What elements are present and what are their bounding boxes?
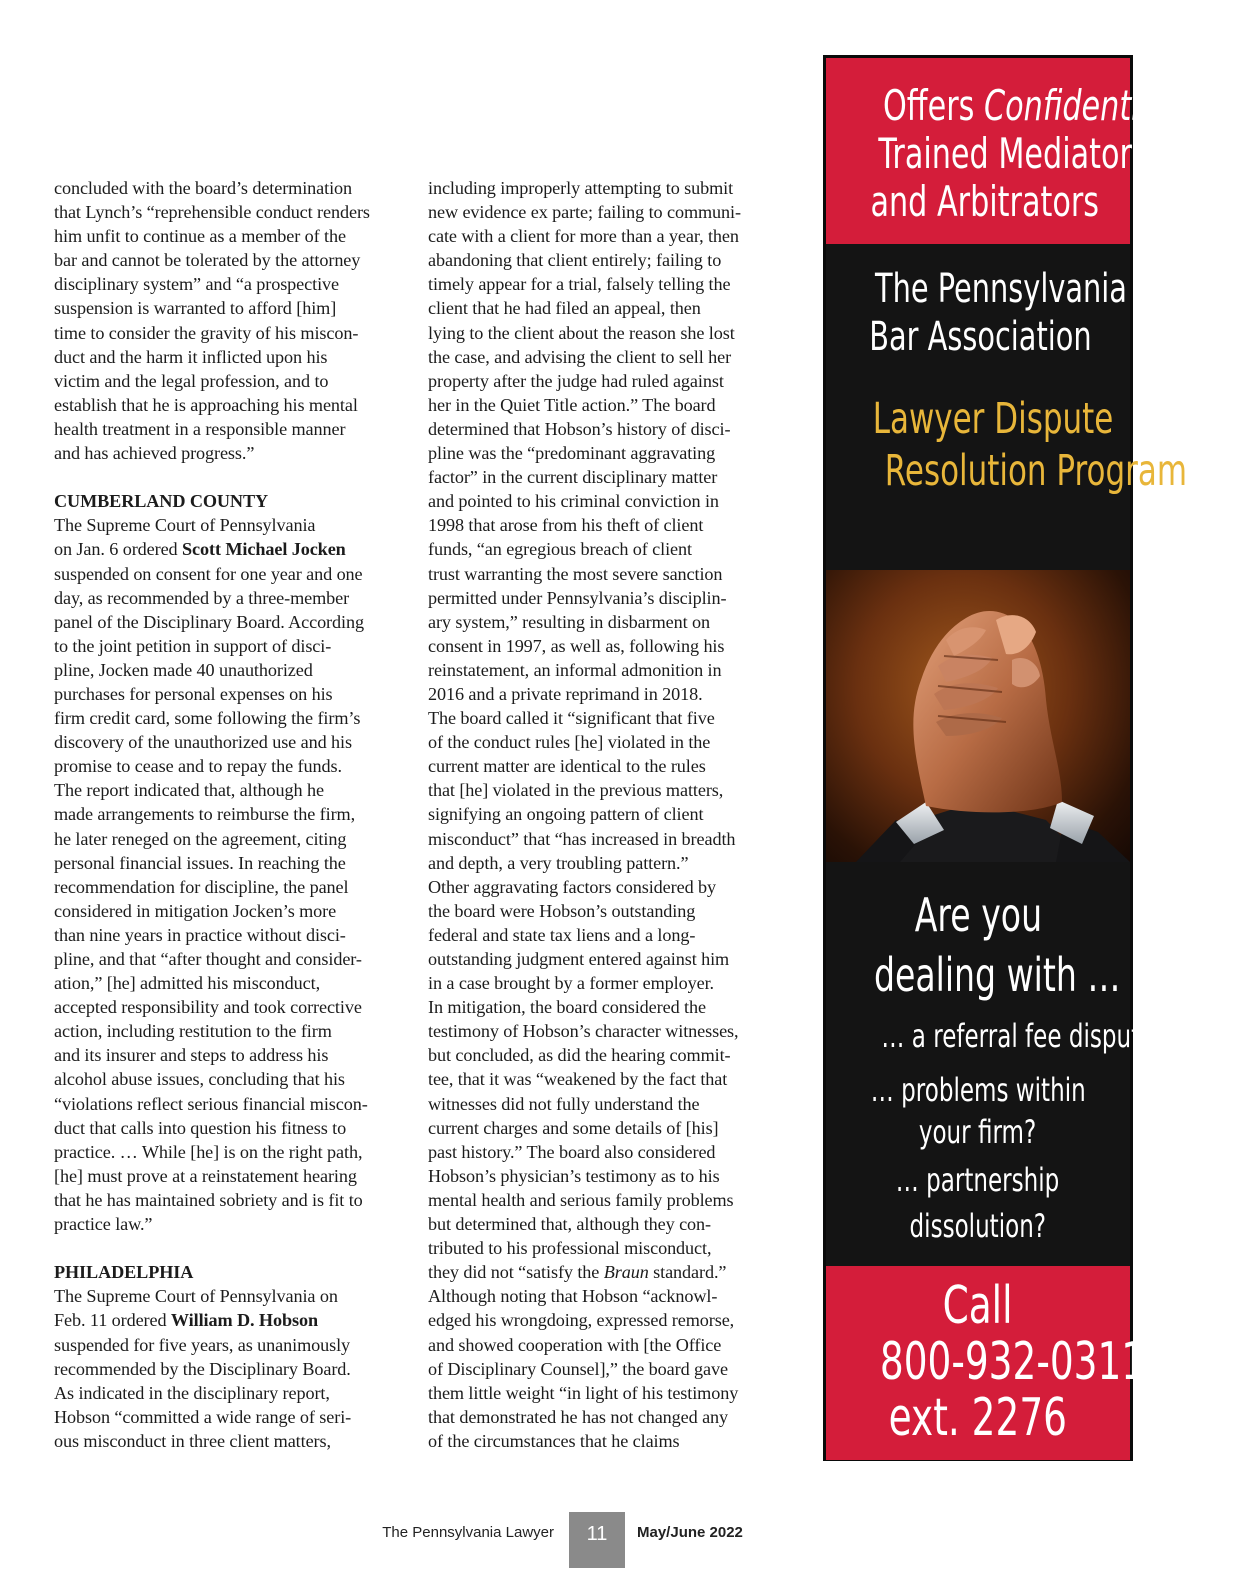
text-line: consent in 1997, as well as, following his <box>428 635 725 656</box>
text-line: mental health and serious family problems <box>428 1189 734 1210</box>
text-line: edged his wrongdoing, expressed remorse, <box>428 1310 735 1331</box>
text-line: Hobson’s physician’s testimony as to his <box>428 1165 720 1186</box>
text-line: 2016 and a private reprimand in 2018. <box>428 683 703 704</box>
text-line: [he] must prove at a reinstatement hearing <box>54 1165 357 1186</box>
ad-headline-line-2: Trained Mediators <box>878 129 1148 178</box>
article-column-2 <box>428 176 778 1453</box>
text-line: that he has maintained sobriety and is fit to <box>54 1189 363 1210</box>
text-line: abandoning that client entirely; failing to <box>428 250 722 271</box>
text-line: that demonstrated he has not changed any <box>428 1406 729 1427</box>
text-line: cate with a client for more than a year, then <box>428 226 739 247</box>
text-line: pline, and that “after thought and consider- <box>54 949 362 969</box>
text-line: concluded with the board’s determination <box>54 178 353 198</box>
text-line: property after the judge had ruled against <box>428 370 724 391</box>
text-line: accepted responsibility and took corrective <box>54 997 362 1018</box>
lynch-paragraph <box>54 176 404 465</box>
text-line: The report indicated that, although he <box>54 780 324 801</box>
philadelphia-paragraph <box>54 1284 404 1453</box>
text-line: factor” in the current disciplinary matter <box>428 467 718 488</box>
section-heading-philadelphia: PHILADELPHIA <box>54 1262 194 1283</box>
text-line: discovery of the unauthorized use and his <box>54 732 352 753</box>
page-footer <box>0 1512 1200 1568</box>
text-line: timely appear for a trial, falsely telling the <box>428 274 731 295</box>
text-line: witnesses did not fully understand the <box>428 1093 700 1114</box>
text-line: current matter are identical to the rules <box>428 756 706 777</box>
text-line: action, including restitution to the firm <box>54 1021 332 1042</box>
ad-phone-number: 800-932-0311, <box>879 1332 1158 1392</box>
clasped-hands-photo <box>826 570 1130 862</box>
text-line: in a case brought by a former employer. <box>428 973 714 994</box>
text-line: and pointed to his criminal conviction in <box>428 491 719 512</box>
text-line: day, as recommended by a three-member <box>54 587 350 608</box>
text-line: and has achieved progress.” <box>54 443 255 464</box>
text-line: the board were Hobson’s outstanding <box>428 900 696 921</box>
text-line: recommendation for discipline, the panel <box>54 876 349 897</box>
text-line: Although noting that Hobson “acknowl- <box>428 1286 718 1307</box>
cumberland-paragraph <box>54 513 404 1236</box>
text-line: trust warranting the most severe sanction <box>428 563 723 584</box>
clasped-hands-icon <box>826 570 1130 862</box>
text-line: victim and the legal profession, and to <box>54 370 329 391</box>
text-line: suspended for five years, as unanimously <box>54 1334 351 1355</box>
issue-date: May/June 2022 <box>637 1524 743 1541</box>
text-line: made arrangements to reimburse the firm, <box>54 804 356 825</box>
text-line: establish that he is approaching his mental <box>54 394 358 415</box>
text-line: The board called it “significant that five <box>428 708 715 729</box>
text-line: the case, and advising the client to sell her <box>428 346 732 367</box>
text-line: time to consider the gravity of his miscon- <box>54 322 359 343</box>
text-line: them little weight “in light of his testimony <box>428 1382 739 1403</box>
text-line: testimony of Hobson’s character witnesses, <box>428 1021 739 1042</box>
text-line: past history.” The board also considered <box>428 1141 716 1162</box>
attorney-name: Scott Michael Jocken <box>182 539 346 560</box>
text-line: they did not “satisfy the Braun standard.” <box>428 1262 727 1283</box>
text-line: duct that calls into question his fitness to <box>54 1117 347 1138</box>
text-line: disciplinary system” and “a prospective <box>54 274 339 295</box>
text-line: purchases for personal expenses on his <box>54 683 333 704</box>
text-line: duct and the harm it inflicted upon his <box>54 346 328 367</box>
text-line: Other aggravating factors considered by <box>428 876 716 897</box>
article-column-1 <box>54 176 404 1453</box>
text-line: bar and cannot be tolerated by the attorney <box>54 250 361 271</box>
text-line: 1998 that arose from his theft of client <box>428 515 704 536</box>
text-line: new evidence ex parte; failing to communi- <box>428 202 741 223</box>
text-line: ary system,” resulting in disbarment on <box>428 611 710 632</box>
text-line: funds, “an egregious breach of client <box>428 539 692 560</box>
text-line: her in the Quiet Title action.” The board <box>428 394 716 415</box>
text-line: tributed to his professional misconduct, <box>428 1238 712 1259</box>
text-line: practice law.” <box>54 1214 153 1235</box>
ad-headline-banner <box>826 58 1177 244</box>
text-line: ous misconduct in three client matters, <box>54 1430 331 1451</box>
text-line: pline, Jocken made 40 unauthorized <box>54 659 313 680</box>
text-line: that [he] violated in the previous matters, <box>428 780 724 801</box>
text-line: signifying an ongoing pattern of client <box>428 804 704 825</box>
text-line: The Supreme Court of Pennsylvania <box>54 515 316 536</box>
text-line: current charges and some details of [his] <box>428 1117 719 1138</box>
text-line: firm credit card, some following the firm’s <box>54 708 361 729</box>
text-line: personal financial issues. In reaching the <box>54 852 346 873</box>
text-line: alcohol abuse issues, concluding that his <box>54 1069 345 1090</box>
attorney-name: William D. Hobson <box>170 1310 318 1331</box>
text-line: practice. … While [he] is on the right path, <box>54 1141 363 1162</box>
text-line: outstanding judgment entered against him <box>428 949 730 969</box>
text-line: federal and state tax liens and a long- <box>428 924 696 945</box>
text-line: pline was the “predominant aggravating <box>428 443 716 464</box>
text-line: and its insurer and steps to address his <box>54 1045 329 1066</box>
text-line: but concluded, as did the hearing commit- <box>428 1045 731 1066</box>
text-line: ation,” [he] admitted his misconduct, <box>54 973 321 994</box>
text-line: him unfit to continue as a member of the <box>54 226 346 247</box>
text-line: and showed cooperation with [the Office <box>428 1334 722 1355</box>
text-line: permitted under Pennsylvania’s disciplin- <box>428 587 727 608</box>
text-line: than nine years in practice without disci- <box>54 924 346 945</box>
ad-call-to-action: Call 800-932-0311, ext. 2276 <box>826 1266 1130 1460</box>
section-heading-cumberland: CUMBERLAND COUNTY <box>54 491 269 512</box>
text-line: Hobson “committed a wide range of seri- <box>54 1406 352 1427</box>
text-line: determined that Hobson’s history of disci- <box>428 418 731 439</box>
text-line: The Supreme Court of Pennsylvania on <box>54 1286 338 1307</box>
text-line: suspended on consent for one year and one <box>54 563 363 584</box>
text-line: and depth, a very troubling pattern.” <box>428 852 689 873</box>
publication-name: The Pennsylvania Lawyer <box>382 1524 554 1541</box>
ad-headline-line-3: and Arbitrators <box>870 177 1100 226</box>
text-line: of Disciplinary Counsel],” the board gave <box>428 1358 728 1379</box>
text-line: promise to cease and to repay the funds. <box>54 756 342 777</box>
text-line: As indicated in the disciplinary report, <box>54 1382 330 1403</box>
text-line: of the circumstances that he claims <box>428 1430 680 1451</box>
text-line: Feb. 11 ordered William D. Hobson <box>54 1310 318 1331</box>
text-line: “violations reflect serious financial miscon- <box>54 1093 368 1114</box>
text-line: tee, that it was “weakened by the fact that <box>428 1069 728 1090</box>
text-line: recommended by the Disciplinary Board. <box>54 1358 351 1379</box>
text-line: that Lynch’s “reprehensible conduct renders <box>54 202 370 223</box>
text-line: health treatment in a responsible manner <box>54 418 346 439</box>
text-line: In mitigation, the board considered the <box>428 997 706 1018</box>
page-number: 11 <box>569 1512 625 1568</box>
text-line: lying to the client about the reason she lost <box>428 322 735 343</box>
text-line: reinstatement, an informal admonition in <box>428 659 722 680</box>
text-line: suspension is warranted to afford [him] <box>54 298 337 319</box>
case-name: Braun <box>603 1262 649 1283</box>
text-line: considered in mitigation Jocken’s more <box>54 900 337 921</box>
text-line: including improperly attempting to submit <box>428 178 734 198</box>
text-line: on Jan. 6 ordered Scott Michael Jocken <box>54 539 346 560</box>
text-line: panel of the Disciplinary Board. According <box>54 611 364 632</box>
ad-headline-line-1: Offers Confidential, <box>882 81 1177 130</box>
pba-dispute-resolution-ad: Offers Confidential, Trained Mediators and Arbitrators The Pennsylvania Bar Association Lawyer Dispute Resolution Program Are you dealing with … … a referral fee dispute? … problems within your firm? … partnership dissolution? Call 800-932-0311, ext. 2276 <box>823 55 1133 1461</box>
text-line: of the conduct rules [he] violated in the <box>428 732 711 753</box>
text-line: but determined that, although they con- <box>428 1214 711 1235</box>
text-line: misconduct” that “has increased in breadth <box>428 828 736 849</box>
text-line: he later reneged on the agreement, citing <box>54 828 347 849</box>
text-line: client that he had filed an appeal, then <box>428 298 701 319</box>
text-line: to the joint petition in support of disci- <box>54 635 332 656</box>
